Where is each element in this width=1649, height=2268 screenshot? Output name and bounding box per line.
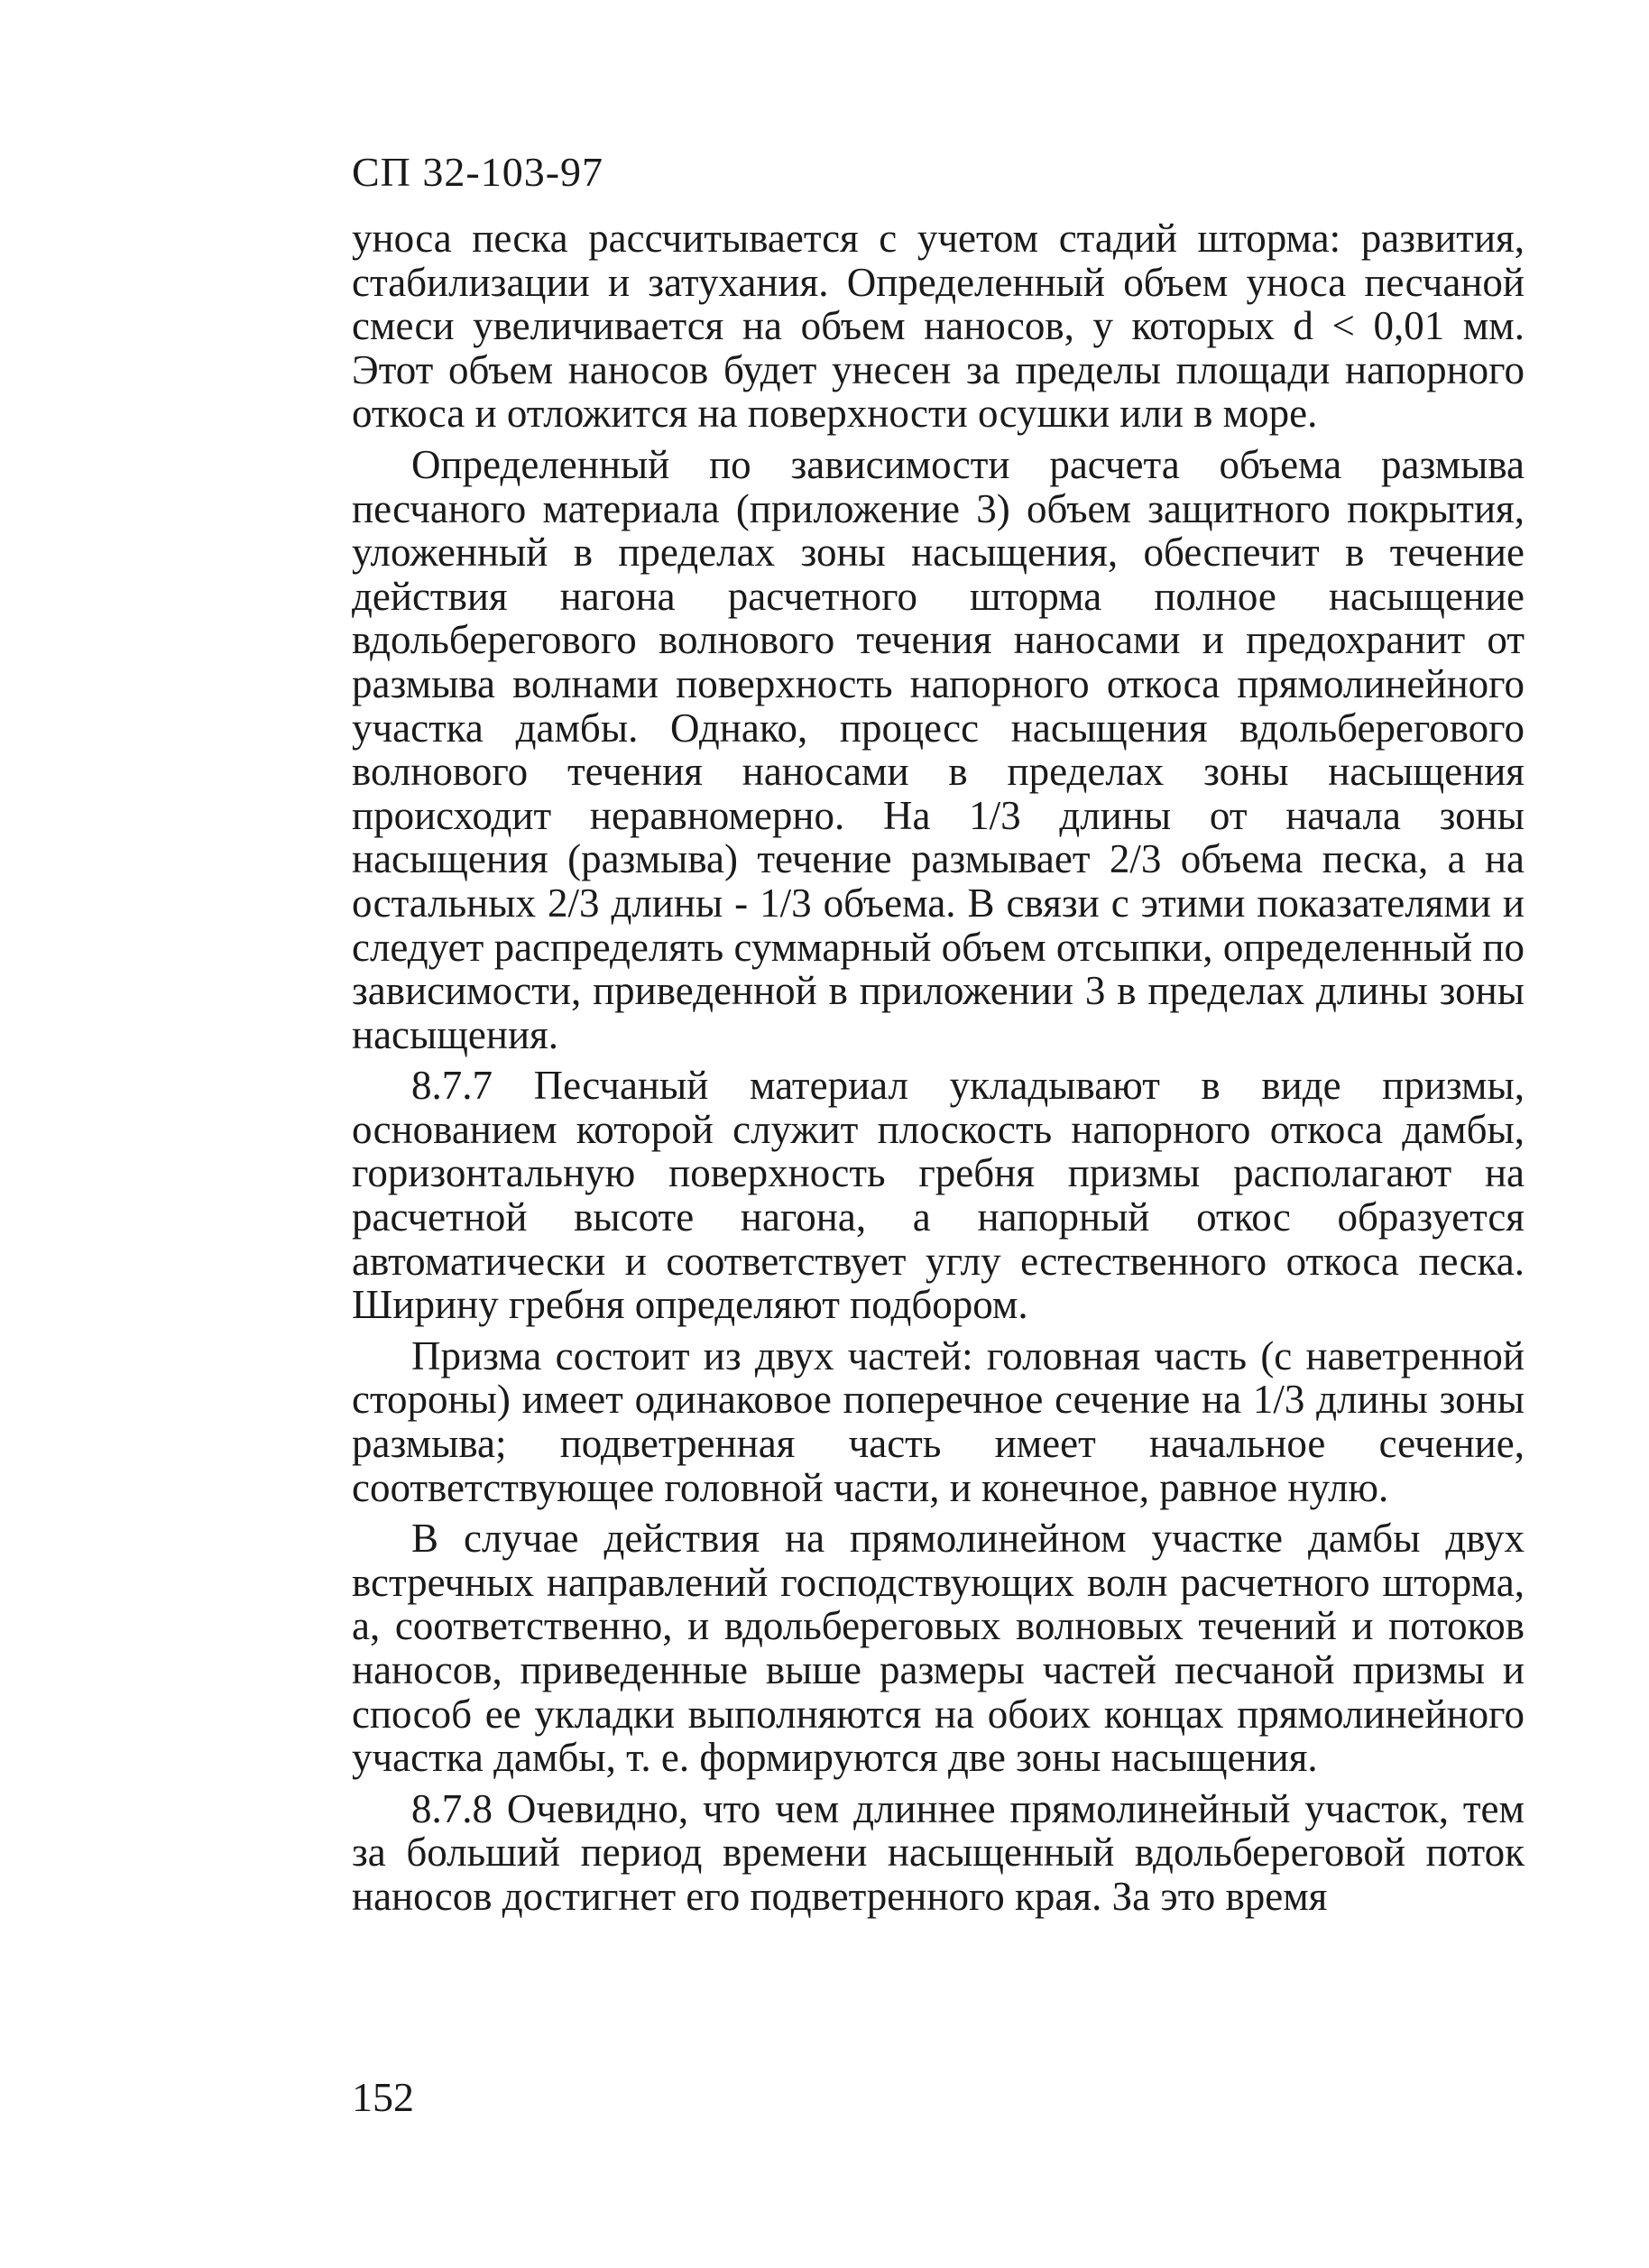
running-header: СП 32-103-97 (352, 149, 604, 195)
paragraph: В случае действия на прямолинейном участке дамбы двух встречных направлений господствующих волн расчетного шторма, а, соответственно, и вдольбереговых волновых течений и потоков наносов, приведенные выше размеры частей песчаной призмы и способ ее укладки выполняются на обоих концах прямолинейного участка дамбы, т. е. формируются две зоны насыщения. (352, 1516, 1525, 1781)
paragraph: Призма состоит из двух частей: головная часть (с наветренной стороны) имеет одинаковое поперечное сечение на 1/3 длины зоны размыва; подветренная часть имеет начальное сечение, соответствующее головной части, и конечное, равное нулю. (352, 1332, 1525, 1510)
body-text (352, 217, 1525, 1926)
paragraph-continuation: уноса песка рассчитывается с учетом стадий шторма: развития, стабилизации и затухания. Определенный объем уноса песчаной смеси увеличивается на объем наносов, у которых d < 0,01 мм. Этот объем наносов будет унесен за пределы площади напорного откоса и отложится на поверхности осушки или в море. (352, 216, 1525, 437)
paragraph: Определенный по зависимости расчета объема размыва песчаного материала (приложение 3) объем защитного покрытия, уложенный в пределах зоны насыщения, обеспечит в течение действия нагона расчетного шторма полное насыщение вдольберегового волнового течения наносами и предохранит от размыва волнами поверхность напорного откоса прямолинейного участка дамбы. Однако, процесс насыщения вдольберегового волнового течения наносами в пределах зоны насыщения происходит неравномерно. На 1/3 длины от начала зоны насыщения (размыва) течение размывает 2/3 объема песка, а на остальных 2/3 длины - 1/3 объема. В связи с этими показателями и следует распределять суммарный объем отсыпки, определенный по зависимости, приведенной в приложении 3 в пределах длины зоны насыщения. (352, 441, 1525, 1057)
page-number: 152 (352, 2074, 414, 2120)
paragraph-section-8-7-7: 8.7.7 Песчаный материал укладывают в виде призмы, основанием которой служит плоскость напорного откоса дамбы, горизонтальную поверхность гребня призмы располагают на расчетной высоте нагона, а напорный откос образуется автоматически и соответствует углу естественного откоса песка. Ширину гребня определяют подбором. (352, 1063, 1525, 1328)
paragraph-section-8-7-8: 8.7.8 Очевидно, что чем длиннее прямолинейный участок, тем за больший период времени насыщенный вдольбереговой поток наносов достигнет его подветренного края. За это время (352, 1785, 1525, 1919)
